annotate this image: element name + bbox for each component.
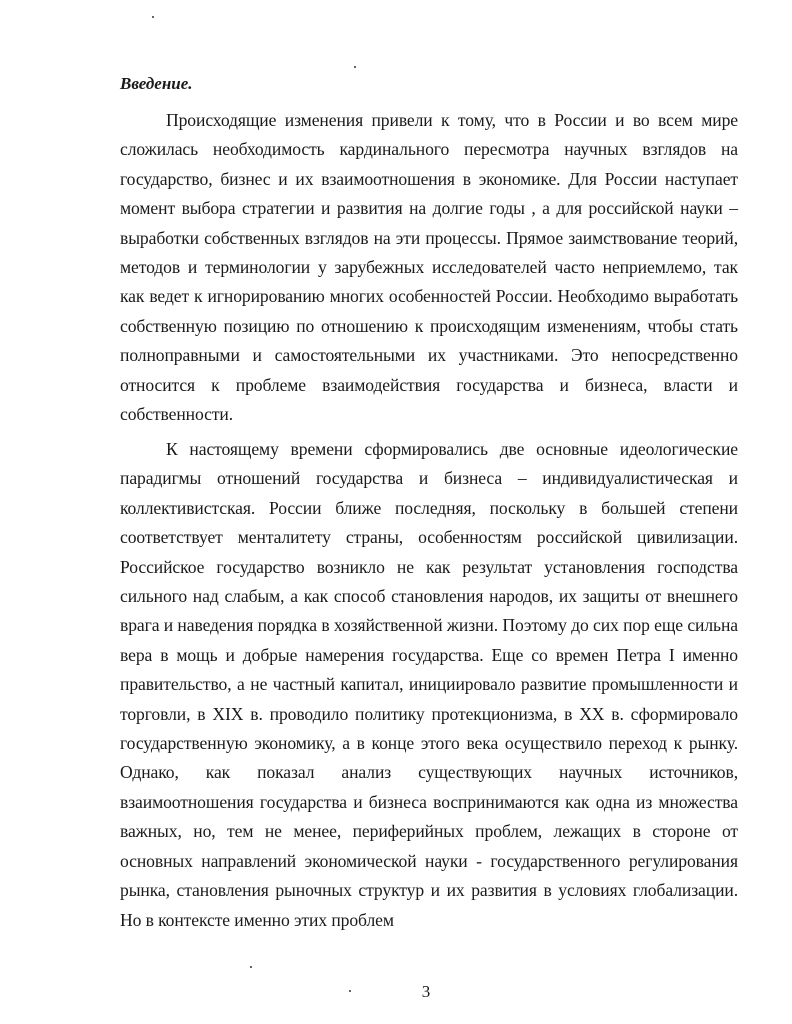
paragraph-2: К настоящему времени сформировались две основные идеологические парадигмы отношений государства и бизнеса – индивидуалистическая и коллективистская. России ближе последняя, поскольку в большей степени соответствует менталитету страны, особенностям российской цивилизации. Российское государство возникло не как результат установления господства сильного над слабым, а как способ становления народов, их защиты от внешнего врага и наведения порядка в хозяйственной жизни. Поэтому до сих пор еще сильна вера в мощь и добрые намерения государства. Еще со времен Петра I именно правительство, а не частный капитал, инициировало развитие промышленности и торговли, в XIX в. проводило политику протекционизма, в XX в. сформировало государственную экономику, а в конце этого века осуществило переход к рынку. Однако, как показал анализ существующих научных источников, взаимоотношения государства и бизнеса воспринимаются как одна из множества важных, но, тем не менее, периферийных проблем, лежащих в стороне от основных направлений экономической науки - государственного регулирования рынка, становления рыночных структур и их развития в условиях глобализации. Но в контексте именно этих проблем <box>120 439 738 930</box>
paragraph-1: Происходящие изменения привели к тому, что в России и во всем мире сложилась необходимость кардинального пересмотра научных взглядов на государство, бизнес и их взаимоотношения в экономике. Для России наступает момент выбора стратегии и развития на долгие годы , а для российской науки – выработки собственных взглядов на эти процессы. Прямое заимствование теорий, методов и терминологии у зарубежных исследователей часто неприемлемо, так как ведет к игнорированию многих особенностей России. Необходимо выработать собственную позицию по отношению к происходящим изменениям, чтобы стать полноправными и самостоятельными их участниками. Это непосредственно относится к проблеме взаимодействия государства и бизнеса, власти и собственности. <box>120 110 738 425</box>
scan-speck <box>152 16 154 18</box>
scan-speck <box>354 66 356 68</box>
page-number: 3 <box>421 982 431 1001</box>
section-heading: Введение. <box>120 74 193 93</box>
scan-speck <box>250 966 252 968</box>
